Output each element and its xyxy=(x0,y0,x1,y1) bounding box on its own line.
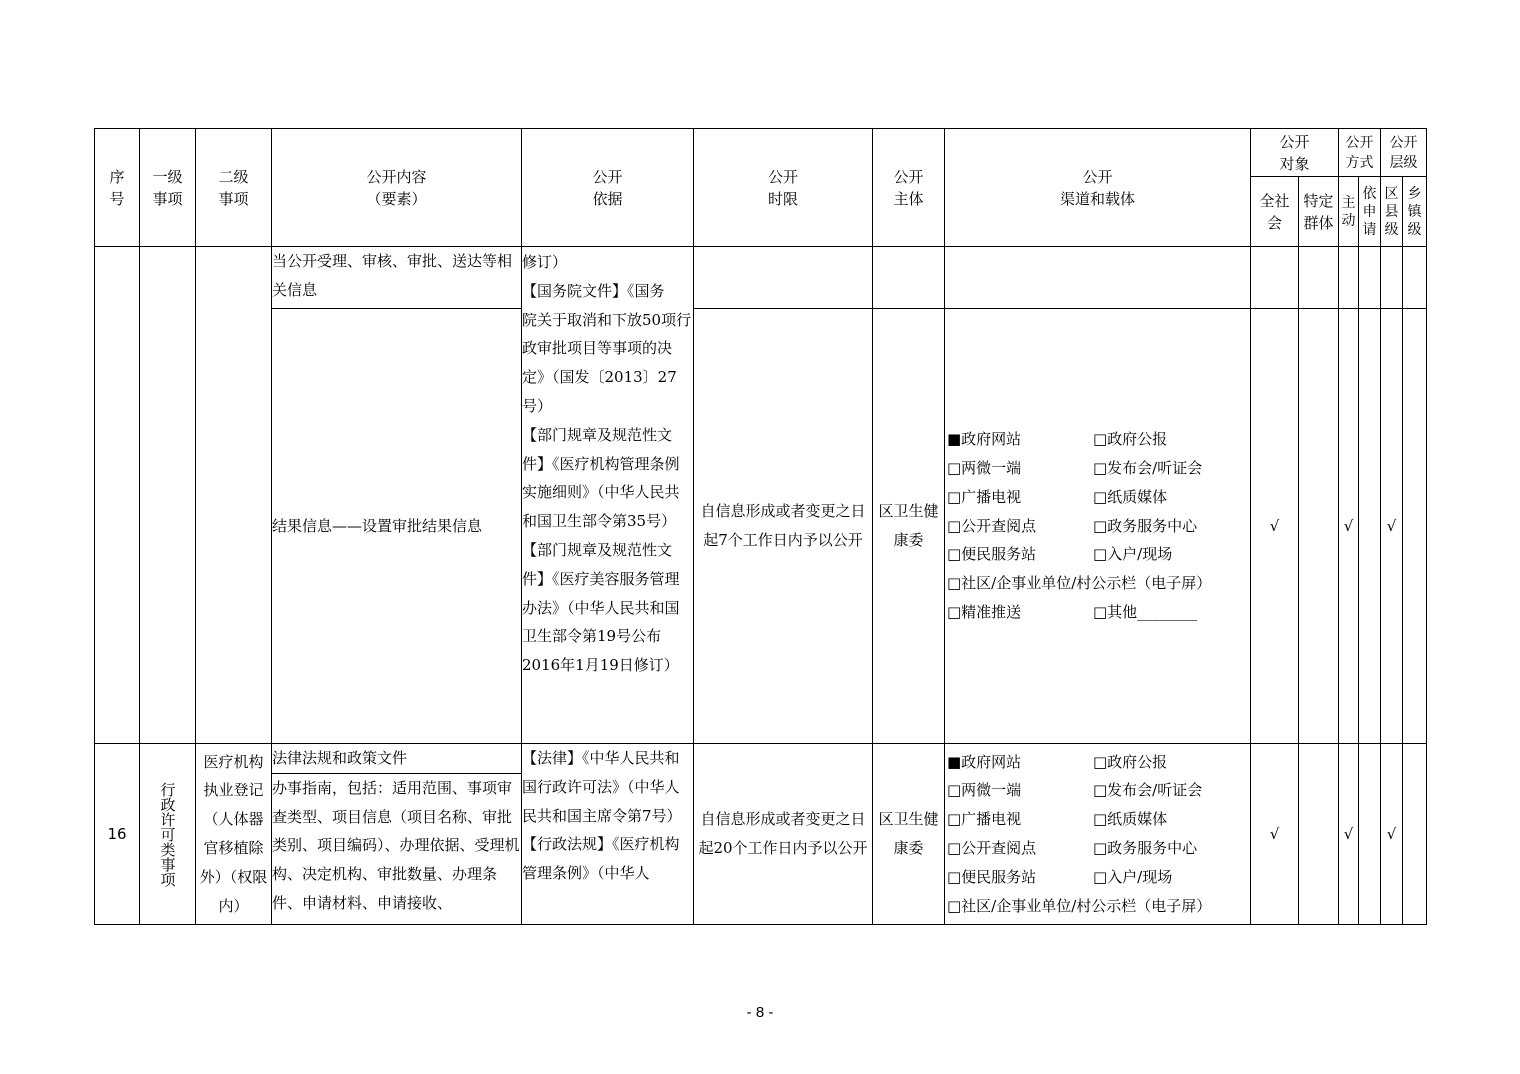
channel-item: □发布会/听证会 xyxy=(1093,781,1203,800)
basis-cell xyxy=(522,744,694,925)
channel-item: □精准推送 xyxy=(947,602,1022,621)
channel-item: □两微一端 xyxy=(947,459,1022,477)
channel-item: □政务服务中心 xyxy=(1093,839,1198,857)
basis-result-text: 院关于取消和下放50项行政审批项目等事项的决定》（国发〔2013〕27号） 【部门规章及规范性文件】《医疗机构管理条例实施细则》（中华人民共和国卫生部令第35号） 【部门规章及规范性文件】《医疗美容服务管理办法》（中华人民共和国卫生部令第19号公布 2016年1月19日修订） xyxy=(522,310,692,675)
level2-cell-empty xyxy=(196,247,272,744)
header-channel: 公开 渠道和载体 xyxy=(945,129,1251,247)
seq-cell-empty xyxy=(95,247,140,744)
channel-cell xyxy=(945,744,1251,925)
level1-cell xyxy=(140,744,196,925)
channel-item: □公开查阅点 xyxy=(947,839,1037,857)
disclosure-table xyxy=(94,128,1427,925)
channel-item: □便民服务站 xyxy=(947,867,1037,886)
check-cell-empty xyxy=(1299,309,1339,744)
header-target-all: 全社 会 xyxy=(1251,177,1299,247)
channel-item: □纸质媒体 xyxy=(1093,487,1168,506)
header-mode-request: 依 申 请 xyxy=(1359,177,1381,247)
channel-list xyxy=(945,748,1250,921)
page-number: - 8 - xyxy=(746,1004,774,1021)
content-cell: 当公开受理、审核、审批、送达等相关信息 xyxy=(272,247,522,309)
basis-cell xyxy=(522,247,694,744)
header-time-limit: 公开 时限 xyxy=(694,129,873,247)
channel-cell xyxy=(945,309,1251,744)
content-cell xyxy=(272,744,522,925)
channel-item: □入户/现场 xyxy=(1093,545,1173,564)
channel-item: □政府公报 xyxy=(1093,752,1168,771)
header-target: 公开 对象 xyxy=(1251,129,1339,177)
check-cell-empty xyxy=(1403,309,1427,744)
header-level2: 二级 事项 xyxy=(196,129,272,247)
check-cell-empty xyxy=(1359,309,1381,744)
channel-item: □社区/企事业单位/村公示栏（电子屏） xyxy=(947,896,1212,915)
basis-cont-text: 修订） 【国务院文件】《国务 xyxy=(522,253,665,300)
channel-item: □广播电视 xyxy=(947,487,1022,506)
content-item: 法律法规和政策文件 xyxy=(272,749,408,767)
level1-text: 行政许可类事项 xyxy=(158,781,177,887)
level1-cell-empty xyxy=(140,247,196,744)
check-cell-empty xyxy=(1403,247,1427,309)
channel-list xyxy=(945,425,1250,627)
check-cell-empty xyxy=(1299,744,1339,925)
header-level1: 一级 事项 xyxy=(140,129,196,247)
check-cell-empty xyxy=(1381,247,1403,309)
check-target-all: √ xyxy=(1251,309,1299,744)
row-seq: 16 xyxy=(95,744,140,925)
basis-text: 【法律】《中华人民共和国行政许可法》（中华人民共和国主席令第7号） 【行政法规】《医疗机构管理条例》（中华人 xyxy=(522,749,682,883)
channel-item: ■政府网站 xyxy=(947,752,1022,771)
subject-cell: 区卫生健康委 xyxy=(873,309,945,744)
channel-item: □公开查阅点 xyxy=(947,516,1037,535)
check-level-county: √ xyxy=(1381,744,1403,925)
channel-item: □入户/现场 xyxy=(1093,867,1173,886)
header-seq: 序 号 xyxy=(95,129,140,247)
check-cell-empty xyxy=(1251,247,1299,309)
check-mode-active: √ xyxy=(1339,309,1359,744)
level2-cell: 医疗机构执业登记（人体器官移植除外）（权限内） xyxy=(196,744,272,925)
channel-item: □便民服务站 xyxy=(947,545,1037,564)
header-target-group: 特定 群体 xyxy=(1299,177,1339,247)
header-basis: 公开 依据 xyxy=(522,129,694,247)
content-item: 办事指南，包括：适用范围、事项审查类型、项目信息（项目名称、审批类别、项目编码）、办理依据、受理机构、决定机构、审批数量、办理条件、申请材料、申请接收、 xyxy=(272,773,521,923)
header-level-town: 乡 镇 级 xyxy=(1403,177,1427,247)
check-cell-empty xyxy=(1359,247,1381,309)
channel-cell-empty xyxy=(945,247,1251,309)
header-subject: 公开 主体 xyxy=(873,129,945,247)
check-mode-active: √ xyxy=(1339,744,1359,925)
channel-item: □其他________ xyxy=(1093,602,1198,621)
channel-item: □两微一端 xyxy=(947,781,1022,800)
check-cell-empty xyxy=(1339,247,1359,309)
check-cell-empty xyxy=(1403,744,1427,925)
channel-item: □政务服务中心 xyxy=(1093,516,1198,535)
channel-item: □纸质媒体 xyxy=(1093,810,1168,829)
time-limit-cell: 自信息形成或者变更之日起7个工作日内予以公开 xyxy=(694,309,873,744)
subject-cell: 区卫生健康委 xyxy=(873,744,945,925)
subject-cell-empty xyxy=(873,247,945,309)
check-cell-empty xyxy=(1299,247,1339,309)
channel-item: ■政府网站 xyxy=(947,430,1022,449)
check-target-all: √ xyxy=(1251,744,1299,925)
content-cell: 结果信息——设置审批结果信息 xyxy=(272,309,522,744)
channel-item: □发布会/听证会 xyxy=(1093,459,1203,477)
channel-item: □社区/企事业单位/村公示栏（电子屏） xyxy=(947,574,1212,593)
check-cell-empty xyxy=(1359,744,1381,925)
check-level-county: √ xyxy=(1381,309,1403,744)
header-content: 公开内容 （要素） xyxy=(272,129,522,247)
header-mode-active: 主 动 xyxy=(1339,177,1359,247)
time-limit-cell-empty xyxy=(694,247,873,309)
header-level-county: 区 县 级 xyxy=(1381,177,1403,247)
header-level: 公开 层级 xyxy=(1381,129,1427,177)
channel-item: □政府公报 xyxy=(1093,430,1168,449)
channel-item: □广播电视 xyxy=(947,810,1022,829)
time-limit-cell: 自信息形成或者变更之日起20个工作日内予以公开 xyxy=(694,744,873,925)
header-mode: 公开 方式 xyxy=(1339,129,1381,177)
